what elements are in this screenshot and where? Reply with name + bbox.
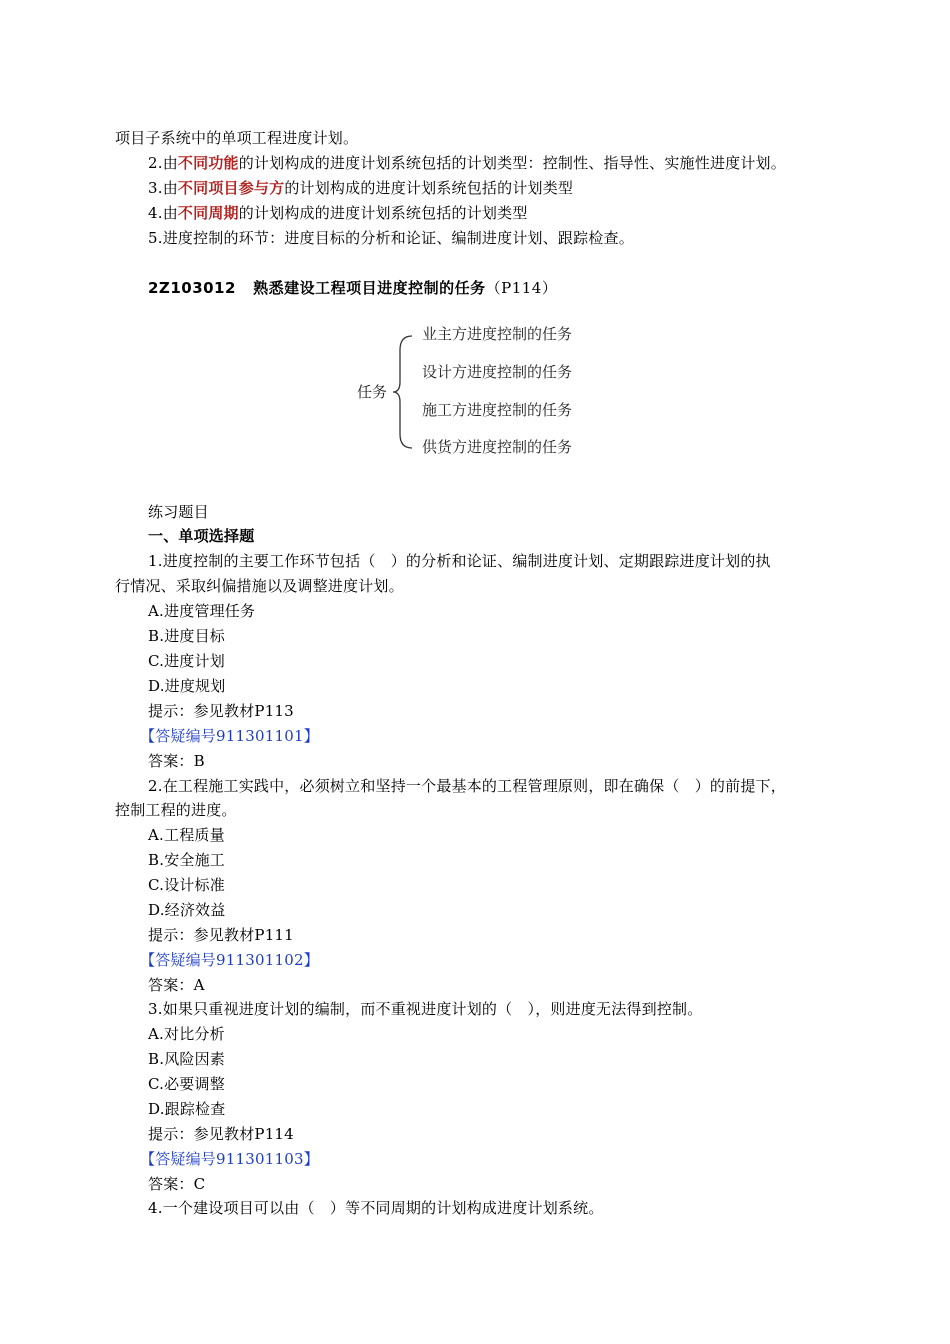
exercise-subtitle: 一、单项选择题 [148, 527, 255, 545]
diagram-item: 施工方进度控制的任务 [422, 401, 573, 419]
diagram-item: 供货方进度控制的任务 [422, 438, 573, 456]
hint-text: 提示：参见教材P111 [148, 926, 294, 944]
section-code: 2Z103012 [148, 279, 236, 297]
highlight-text: 不同周期 [177, 204, 239, 222]
question-text: 控制工程的进度。 [115, 801, 237, 819]
diagram-root-label: 任务 [357, 383, 388, 401]
option-d: D.进度规划 [148, 677, 226, 695]
text-line [148, 153, 888, 173]
question-text: 1.进度控制的主要工作环节包括（ ）的分析和论证、编制进度计划、定期跟踪进度计划的执 [148, 552, 771, 570]
text-span: 的计划构成的进度计划系统包括的计划类型：控制性、指导性、实施性进度计划。 [238, 154, 786, 172]
text-span: 3.由 [148, 179, 178, 197]
option-c: C.进度计划 [148, 652, 225, 670]
option-d: D.跟踪检查 [148, 1100, 226, 1118]
option-c: C.设计标准 [148, 876, 225, 894]
answer-text: 答案：C [148, 1175, 206, 1193]
text-line: 项目子系统中的单项工程进度计划。 [115, 129, 359, 147]
question-text: 行情况、采取纠偏措施以及调整进度计划。 [115, 577, 404, 595]
hint-text: 提示：参见教材P113 [148, 702, 294, 720]
question-text: 2.在工程施工实践中，必须树立和坚持一个最基本的工程管理原则，即在确保（ ）的前提下， [148, 777, 786, 795]
option-a: A.工程质量 [148, 826, 225, 844]
option-a: A.进度管理任务 [148, 602, 256, 620]
option-b: B.风险因素 [148, 1050, 225, 1068]
option-a: A.对比分析 [148, 1025, 225, 1043]
option-c: C.必要调整 [148, 1075, 225, 1093]
exercise-title: 练习题目 [148, 503, 209, 521]
option-b: B.进度目标 [148, 627, 225, 645]
highlight-text: 不同功能 [177, 154, 239, 172]
section-title: 熟悉建设工程项目进度控制的任务 [253, 279, 486, 297]
section-page-ref: （P114） [485, 279, 558, 297]
text-line: 5.进度控制的环节：进度目标的分析和论证、编制进度计划、跟踪检查。 [148, 229, 634, 247]
option-b: B.安全施工 [148, 851, 225, 869]
text-line [148, 178, 888, 198]
text-span: 的计划构成的进度计划系统包括的计划类型 [284, 179, 574, 197]
diagram-item: 设计方进度控制的任务 [422, 363, 573, 381]
answer-text: 答案：B [148, 752, 205, 770]
answer-text: 答案：A [148, 976, 205, 994]
text-span: 的计划构成的进度计划系统包括的计划类型 [238, 204, 528, 222]
diagram-item: 业主方进度控制的任务 [422, 325, 573, 343]
highlight-text: 不同项目参与方 [177, 179, 285, 197]
question-text: 3.如果只重视进度计划的编制，而不重视进度计划的（ ），则进度无法得到控制。 [148, 1000, 703, 1018]
section-heading [148, 278, 888, 298]
text-span: 4.由 [148, 204, 178, 222]
answer-ref-link[interactable]: 【答疑编号911301103】 [140, 1150, 319, 1168]
option-d: D.经济效益 [148, 901, 226, 919]
answer-ref-link[interactable]: 【答疑编号911301102】 [140, 951, 319, 969]
text-line [148, 203, 888, 223]
question-text: 4.一个建设项目可以由（ ）等不同周期的计划构成进度计划系统。 [148, 1199, 604, 1217]
hint-text: 提示：参见教材P114 [148, 1125, 294, 1143]
text-span: 2.由 [148, 154, 178, 172]
answer-ref-link[interactable]: 【答疑编号911301101】 [140, 727, 319, 745]
